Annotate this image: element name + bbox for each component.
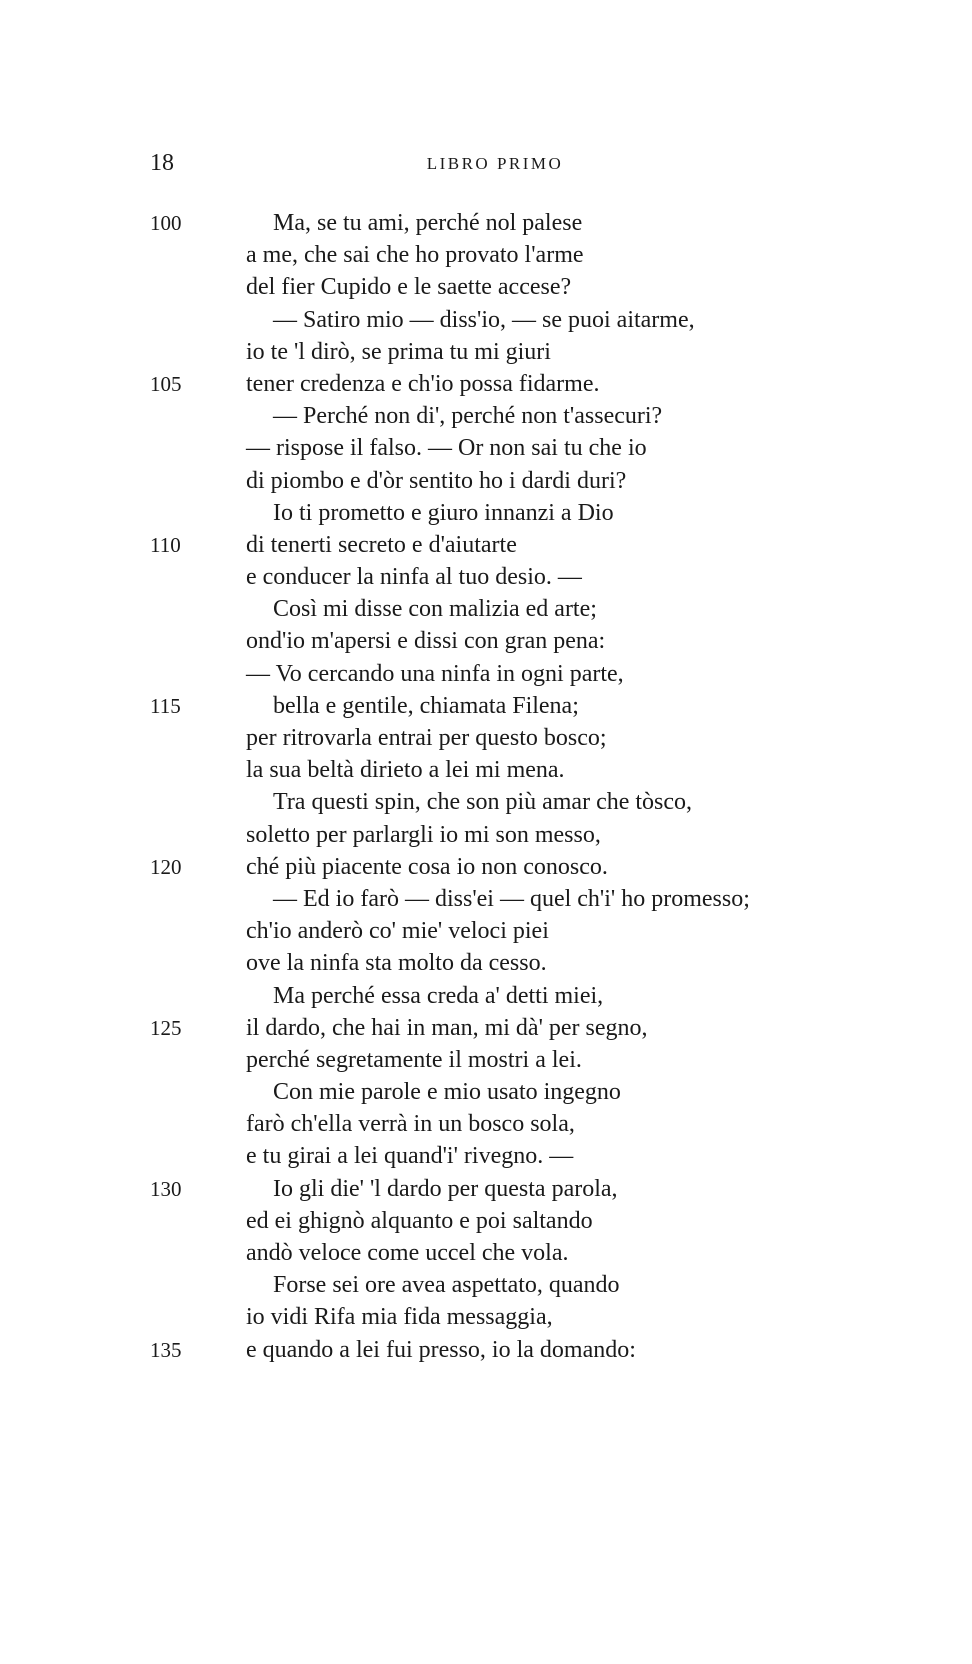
verse-line-number: 130 <box>150 1176 182 1201</box>
verse-line-number: 135 <box>150 1337 182 1362</box>
verse-line <box>150 658 850 690</box>
verse-line <box>150 1205 850 1237</box>
verse-line-text: ed ei ghignò alquanto e poi saltando <box>246 1207 593 1234</box>
verse-line-text: perché segretamente il mostri a lei. <box>246 1046 582 1073</box>
verse-line <box>150 786 850 818</box>
verse-line <box>150 883 850 915</box>
verse-line-number: 110 <box>150 532 181 557</box>
verse-line-text: il dardo, che hai in man, mi dà' per segno, <box>246 1014 648 1041</box>
verse-line-text: andò veloce come uccel che vola. <box>246 1240 569 1266</box>
verse-line-text: a me, che sai che ho provato l'arme <box>246 242 584 269</box>
verse-line <box>150 465 850 497</box>
verse-line-text: farò ch'ella verrà in un bosco sola, <box>246 1111 575 1138</box>
verse-line-text: — Ed io farò — diss'ei — quel ch'i' ho promesso; <box>273 885 750 912</box>
verse-line-text: ond'io m'apersi e dissi con gran pena: <box>246 628 606 655</box>
verse-line <box>150 1301 850 1333</box>
verse-line <box>150 529 850 561</box>
verse-line <box>150 497 850 529</box>
verse-line-text: Tra questi spin, che son più amar che tòsco, <box>273 789 693 816</box>
verse-line <box>150 271 850 303</box>
verse-line-text: e quando a lei fui presso, io la domando: <box>246 1336 636 1363</box>
verse-line <box>150 980 850 1012</box>
verse-line <box>150 593 850 625</box>
verse-line-text: Ma perché essa creda a' detti miei, <box>273 982 604 1009</box>
verse-line <box>150 336 850 368</box>
verse-line-number: 125 <box>150 1015 182 1040</box>
verse-line-text: soletto per parlargli io mi son messo, <box>246 821 601 848</box>
verse-line-text: di tenerti secreto e d'aiutarte <box>246 531 517 558</box>
verse-line-text: tener credenza e ch'io possa fidarme. <box>246 370 600 397</box>
verse-line <box>150 1334 850 1366</box>
verse-line-number: 105 <box>150 371 182 396</box>
verse-line-text: bella e gentile, chiamata Filena; <box>273 692 579 719</box>
verse-line-number: 120 <box>150 854 182 879</box>
verse-line <box>150 1044 850 1076</box>
verse-line-text: — rispose il falso. — Or non sai tu che io <box>246 435 647 462</box>
verse-line-text: ove la ninfa sta molto da cesso. <box>246 950 547 977</box>
running-head: LIBRO PRIMO <box>426 154 564 173</box>
page-header <box>150 150 840 180</box>
verse-line <box>150 1173 850 1205</box>
verse-line-text: Io ti prometto e giuro innanzi a Dio <box>273 499 614 526</box>
verse-line-text: — Perché non di', perché non t'assecuri? <box>273 403 663 430</box>
verse-line <box>150 1108 850 1140</box>
verse-line-text: ch'io anderò co' mie' veloci piei <box>246 918 549 945</box>
verse-line <box>150 368 850 400</box>
poem-body <box>150 207 850 1366</box>
verse-line <box>150 400 850 432</box>
verse-line-text: io vidi Rifa mia fida messaggia, <box>246 1304 553 1331</box>
verse-line <box>150 819 850 851</box>
verse-line <box>150 1140 850 1172</box>
verse-line-text: Forse sei ore avea aspettato, quando <box>273 1272 620 1299</box>
verse-line <box>150 207 850 239</box>
verse-line-number: 115 <box>150 693 181 718</box>
verse-line-text: — Vo cercando una ninfa in ogni parte, <box>246 660 624 687</box>
verse-line <box>150 1237 850 1269</box>
verse-line <box>150 432 850 464</box>
verse-line-text: Così mi disse con malizia ed arte; <box>273 596 597 623</box>
verse-line-text: ché più piacente cosa io non conosco. <box>246 853 608 880</box>
verse-line <box>150 304 850 336</box>
verse-line <box>150 1012 850 1044</box>
verse-line-text: per ritrovarla entrai per questo bosco; <box>246 725 607 751</box>
verse-line-text: del fier Cupido e le saette accese? <box>246 274 572 301</box>
verse-line-text: la sua beltà dirieto a lei mi mena. <box>246 757 565 784</box>
verse-line <box>150 1076 850 1108</box>
verse-line <box>150 947 850 979</box>
verse-line <box>150 754 850 786</box>
verse-line <box>150 561 850 593</box>
verse-line <box>150 722 850 754</box>
page-number: 18 <box>150 150 174 176</box>
verse-line-text: e conducer la ninfa al tuo desio. — <box>246 564 582 591</box>
verse-line <box>150 690 850 722</box>
verse-line-text: Con mie parole e mio usato ingegno <box>273 1079 621 1106</box>
verse-line-number: 100 <box>150 211 182 235</box>
verse-line <box>150 239 850 271</box>
verse-line <box>150 851 850 883</box>
verse-line-text: Io gli die' 'l dardo per questa parola, <box>273 1175 618 1202</box>
verse-line-text: io te 'l dirò, se prima tu mi giuri <box>246 338 551 365</box>
verse-line-text: — Satiro mio — diss'io, — se puoi aitarme, <box>273 306 695 333</box>
verse-line-text: di piombo e d'òr sentito ho i dardi duri? <box>246 467 627 494</box>
verse-line <box>150 1269 850 1301</box>
verse-line <box>150 625 850 657</box>
verse-line-text: e tu girai a lei quand'i' rivegno. — <box>246 1143 574 1170</box>
verse-line-text: Ma, se tu ami, perché nol palese <box>273 210 583 236</box>
verse-line <box>150 915 850 947</box>
